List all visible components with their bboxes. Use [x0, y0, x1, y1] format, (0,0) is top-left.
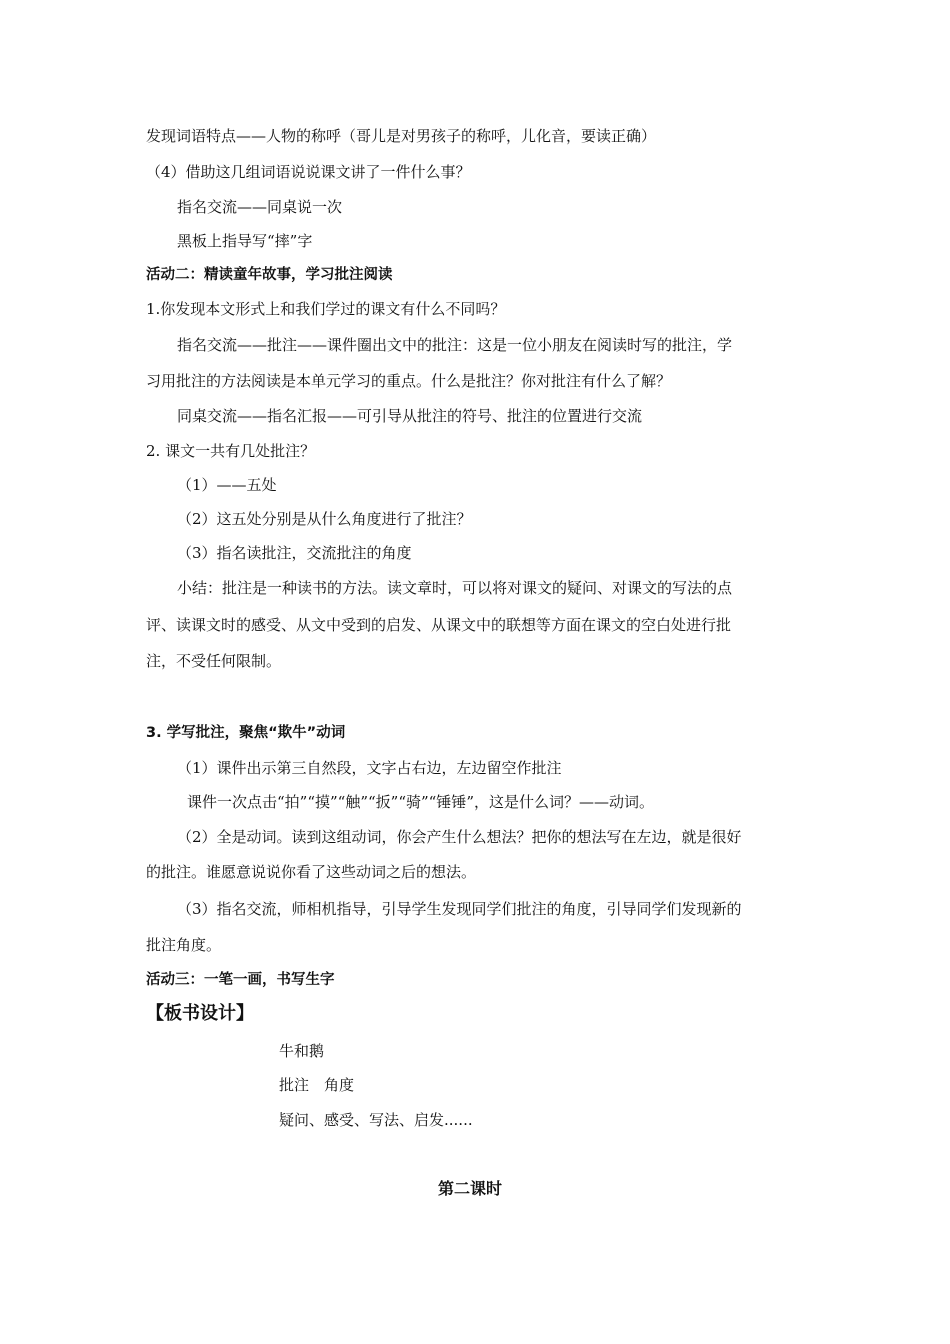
- text-line: 指名交流——同桌说一次: [177, 198, 343, 216]
- board-design-heading: 【板书设计】: [146, 1003, 254, 1024]
- text-line: 2. 课文一共有几处批注？: [146, 442, 316, 460]
- text-line: 同桌交流——指名汇报——可引导从批注的符号、批注的位置进行交流: [177, 407, 643, 425]
- section-heading: 活动二：精读童年故事，学习批注阅读: [146, 267, 393, 283]
- text-line: 黑板上指导写“摔”字: [177, 232, 313, 250]
- text-line: （3）指名读批注，交流批注的角度: [177, 544, 412, 562]
- text-line: 习用批注的方法阅读是本单元学习的重点。什么是批注？你对批注有什么了解？: [146, 372, 672, 390]
- text-line: 1.你发现本文形式上和我们学过的课文有什么不同吗？: [146, 300, 506, 318]
- text-line: （2）全是动词。读到这组动词，你会产生什么想法？把你的想法写在左边，就是很好: [177, 828, 742, 846]
- section-heading: 3. 学写批注，聚焦“欺牛”动词: [146, 725, 346, 741]
- text-line: 的批注。谁愿意说说你看了这些动词之后的想法。: [146, 863, 477, 881]
- board-line: 批注 角度: [279, 1076, 355, 1094]
- text-line: 批注角度。: [146, 936, 222, 954]
- text-line: （3）指名交流，师相机指导，引导学生发现同学们批注的角度，引导同学们发现新的: [177, 900, 742, 918]
- text-line: （2）这五处分别是从什么角度进行了批注？: [177, 510, 472, 528]
- text-line: （4）借助这几组词语说说课文讲了一件什么事？: [146, 163, 471, 181]
- lesson-title: 第二课时: [438, 1179, 503, 1198]
- text-line: （1）课件出示第三自然段，文字占右边，左边留空作批注: [177, 759, 562, 777]
- board-line: 疑问、感受、写法、启发......: [279, 1111, 473, 1129]
- text-line: 课件一次点击“拍”“摸”“触”“扳”“骑”“锤锤”，这是什么词？——动词。: [187, 793, 655, 811]
- text-line: （1）——五处: [177, 476, 277, 494]
- text-line: 发现词语特点——人物的称呼（哥儿是对男孩子的称呼，儿化音，要读正确）: [146, 127, 657, 145]
- board-line: 牛和鹅: [279, 1042, 325, 1060]
- text-line: 小结：批注是一种读书的方法。读文章时，可以将对课文的疑问、对课文的写法的点: [177, 579, 733, 597]
- text-line: 评、读课文时的感受、从文中受到的启发、从课文中的联想等方面在课文的空白处进行批: [146, 616, 732, 634]
- text-line: 指名交流——批注——课件圈出文中的批注：这是一位小朋友在阅读时写的批注，学: [177, 336, 733, 354]
- section-heading: 活动三：一笔一画，书写生字: [146, 972, 335, 988]
- text-line: 注，不受任何限制。: [146, 652, 282, 670]
